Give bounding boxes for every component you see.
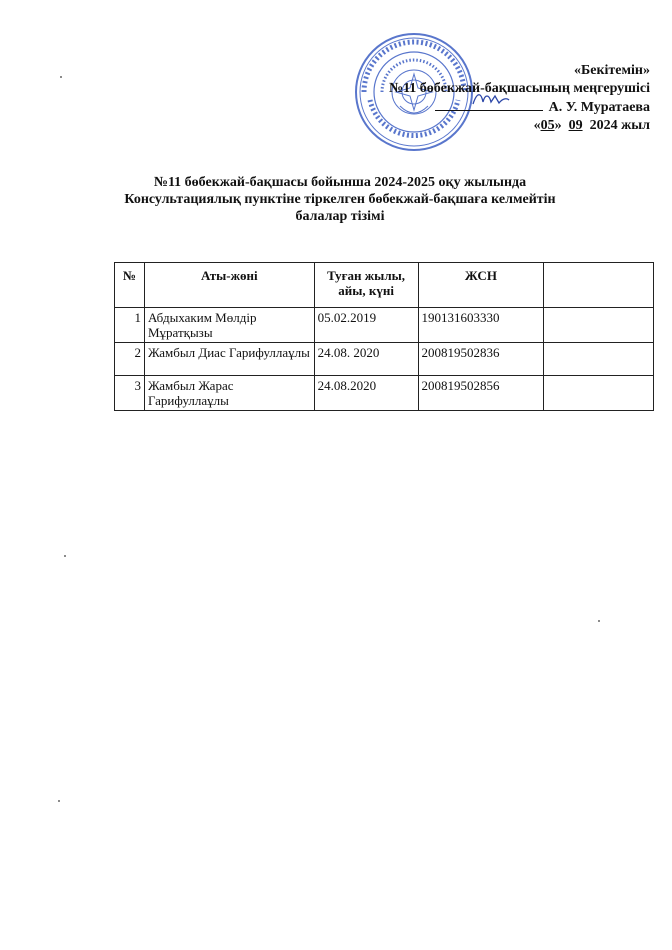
row-iin: 200819502836 — [418, 343, 544, 376]
scan-speck — [598, 620, 600, 622]
row-number: 1 — [115, 308, 145, 343]
date-day: 05 — [540, 118, 555, 133]
approval-position: №11 бөбекжай-бақшасының меңгерушісі — [389, 81, 650, 96]
row-extra — [544, 376, 654, 411]
table-row — [115, 343, 654, 376]
scan-speck — [60, 76, 62, 78]
row-extra — [544, 308, 654, 343]
signature-icon — [435, 98, 543, 111]
table-row — [115, 308, 654, 343]
signer-name: А. У. Муратаева — [548, 100, 650, 115]
header-extra — [544, 263, 654, 308]
document-title — [120, 174, 560, 225]
title-line-2: Консультациялық пунктіне тіркелген бөбекжай-бақшаға келмейтін — [124, 192, 556, 207]
header-iin: ЖСН — [418, 263, 544, 308]
row-number: 3 — [115, 376, 145, 411]
scan-speck — [58, 800, 60, 802]
row-dob: 24.08. 2020 — [314, 343, 418, 376]
row-iin: 190131603330 — [418, 308, 544, 343]
row-dob: 05.02.2019 — [314, 308, 418, 343]
approval-signer-line — [320, 98, 650, 117]
table-header-row — [115, 263, 654, 308]
date-month: 09 — [568, 118, 583, 133]
row-extra — [544, 343, 654, 376]
table-row — [115, 376, 654, 411]
scan-speck — [64, 555, 66, 557]
children-table — [114, 262, 654, 411]
approval-block — [320, 62, 650, 135]
date-year: 2024 жыл — [589, 118, 650, 133]
row-number: 2 — [115, 343, 145, 376]
row-name: Жамбыл Диас Гарифуллаұлы — [144, 343, 314, 376]
row-name: Абдыхаким Мөлдір Мұратқызы — [144, 308, 314, 343]
header-dob: Туған жылы, айы, күні — [314, 263, 418, 308]
row-iin: 200819502856 — [418, 376, 544, 411]
title-line-3: балалар тізімі — [295, 209, 385, 224]
row-name: Жамбыл Жарас Гарифуллаұлы — [144, 376, 314, 411]
row-dob: 24.08.2020 — [314, 376, 418, 411]
header-number: № — [115, 263, 145, 308]
approval-date: «05» 09 2024 жыл — [533, 118, 650, 133]
title-line-1: №11 бөбекжай-бақшасы бойынша 2024-2025 оқу жылында — [153, 175, 527, 190]
header-name: Аты-жөні — [144, 263, 314, 308]
approval-heading: «Бекітемін» — [573, 63, 650, 78]
